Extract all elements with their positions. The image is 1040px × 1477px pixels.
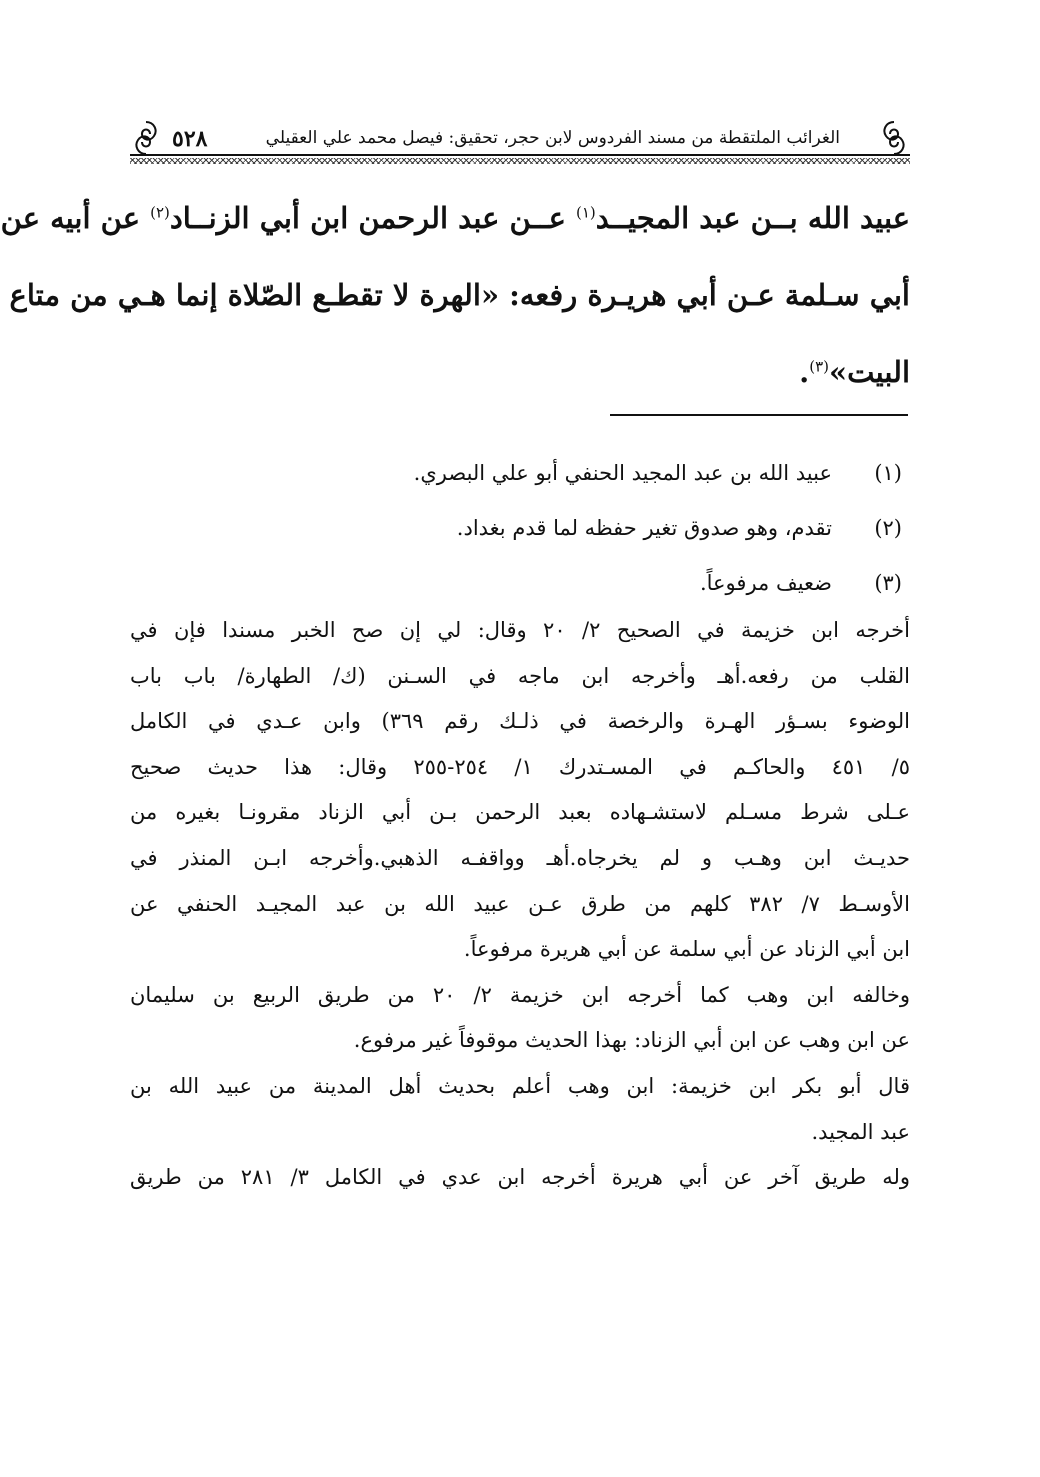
text-line: ٥/ ٤٥١ والحاكـم في المسـتدرك ١/ ٢٥٤-٢٥٥ وقال: هذا حديث صحيح bbox=[130, 754, 910, 779]
main-line-segment: عبيد الله بــن عبد المجيــد bbox=[595, 201, 910, 235]
footnote-marker: (١) bbox=[576, 203, 596, 222]
text-line: عن ابن وهب عن ابن أبي الزناد: بهذا الحديث موقوفاً غير مرفوع. bbox=[353, 1028, 910, 1053]
floral-ornament-icon bbox=[130, 118, 162, 158]
text-line: عبد المجيد. bbox=[811, 1119, 910, 1144]
main-line bbox=[0, 180, 910, 257]
floral-ornament-icon bbox=[878, 118, 910, 158]
footnote-text: عبيد الله بن عبد المجيد الحنفي أبو علي البصري. bbox=[413, 461, 832, 485]
running-header-title: الغرائب الملتقطة من مسند الفردوس لابن حجر، تحقيق: فيصل محمد علي العقيلي bbox=[265, 128, 840, 148]
footnote-text: ضعيف مرفوعاً. bbox=[699, 571, 832, 595]
text-line: وله طريق آخر عن أبي هريرة أخرجه ابن عدي في الكامل ٣/ ٢٨١ من طريق bbox=[130, 1165, 910, 1190]
main-line-segment: أبي سـلمة عـن أبي هريـرة رفعه: «الهرة لا تقطـع الصّلاة إنما هـي من متاع bbox=[9, 278, 910, 312]
text-line: حديـث ابن وهـب و لم يخرجاه.أهـ وواقفـه الذهبي.وأخرجه ابـن المنذر في bbox=[130, 845, 910, 870]
text-line: أخرجه ابن خزيمة في الصحيح ٢/ ٢٠ وقال: لي إن صح الخبر مسندا فإن في bbox=[130, 618, 910, 642]
text-line: الأوسـط ٧/ ٣٨٢ كلهم من طرق عـن عبيد الله بن عبد المجيـد الحنفي عن bbox=[130, 891, 910, 916]
text-line: عـلى شرط مسـلم لاستشـهاده بعبد الرحمن بـن أبي الزناد مقرونـا بغيره من bbox=[130, 800, 910, 825]
main-line-segment: عن أبيه عن bbox=[0, 201, 151, 235]
footnote-number: (٣) bbox=[874, 571, 902, 595]
takhrij-text bbox=[130, 608, 910, 1201]
running-header bbox=[130, 118, 910, 168]
header-decorative-border bbox=[130, 158, 910, 164]
footnote-item bbox=[130, 448, 910, 503]
main-line-segment: . bbox=[799, 355, 810, 389]
main-hadith-text bbox=[0, 180, 910, 411]
main-line bbox=[9, 257, 910, 334]
footnote-item bbox=[130, 503, 910, 558]
main-line bbox=[130, 334, 910, 411]
page-number: ٥٢٨ bbox=[172, 126, 208, 152]
header-rule bbox=[130, 154, 910, 156]
text-line: وخالفه ابن وهب كما أخرجه ابن خزيمة ٢/ ٢٠ من طريق الربيع بن سليمان bbox=[130, 982, 910, 1007]
text-line: قال أبو بكر ابن خزيمة: ابن وهب أعلم بحديث أهل المدينة من عبيد الله بن bbox=[130, 1073, 910, 1098]
footnotes bbox=[130, 448, 910, 613]
footnote-marker: (٢) bbox=[150, 203, 170, 222]
footnote-number: (١) bbox=[874, 461, 902, 485]
text-line: الوضوء بسـؤر الهـرة والرخصة في ذلـك رقم ٣٦٩) وابن عـدي في الكامل bbox=[130, 709, 911, 734]
footnote-separator bbox=[610, 414, 908, 416]
text-line: ابن أبي الزناد عن أبي سلمة عن أبي هريرة مرفوعاً. bbox=[463, 937, 910, 962]
main-line-segment: البيت» bbox=[829, 355, 910, 389]
text-line: القلب من رفعه.أهـ وأخرجه ابن ماجه في السـنن (ك/ الطهارة/ باب باب bbox=[130, 663, 910, 688]
main-line-segment: عــن عبد الرحمن ابن أبي الزنــاد bbox=[169, 201, 576, 235]
footnote-number: (٢) bbox=[874, 516, 902, 540]
footnote-marker: (٣) bbox=[809, 357, 829, 376]
footnote-text: تقدم، وهو صدوق تغير حفظه لما قدم بغداد. bbox=[456, 516, 832, 540]
footnote-item bbox=[130, 558, 910, 613]
